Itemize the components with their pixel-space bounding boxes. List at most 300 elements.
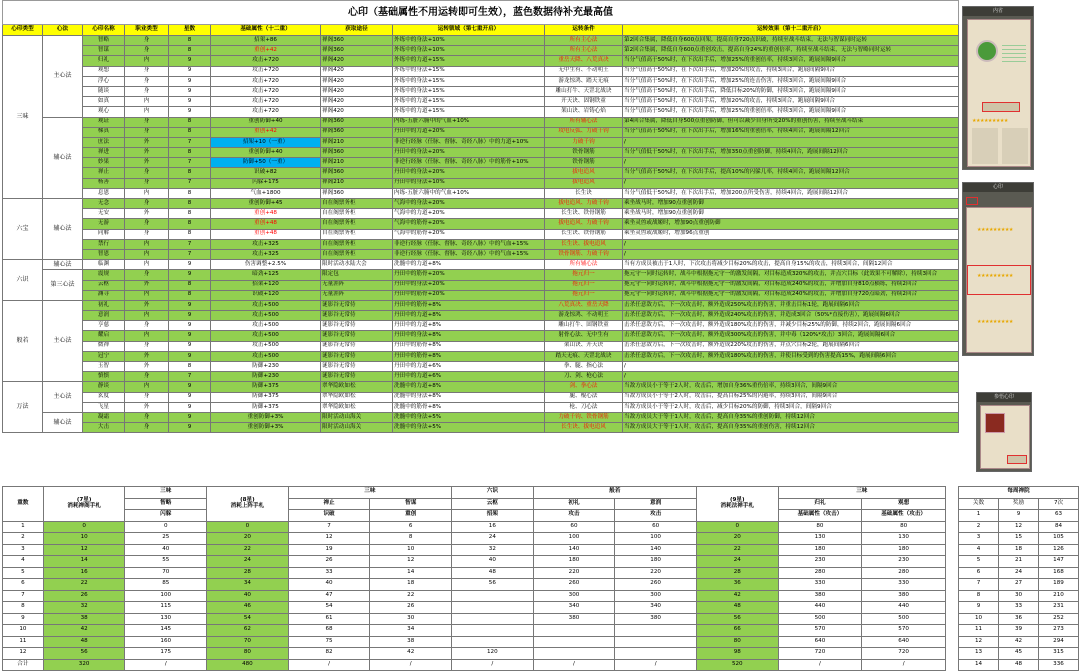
cost-cell: 24 — [696, 556, 778, 568]
base-attr-cell: 防御+230 — [211, 362, 321, 372]
effect-cell: / — [623, 137, 959, 147]
cost-cell: 8 — [3, 602, 44, 614]
source-cell: 禅阁360 — [321, 168, 393, 178]
job-cell: 身 — [125, 117, 169, 127]
base-attr-cell: 攻击+500 — [211, 341, 321, 351]
source-cell: 限时活动水陆大会 — [321, 260, 393, 270]
job-cell: 外 — [125, 351, 169, 361]
star-cell: 9 — [169, 412, 211, 422]
cost-cell: 60 — [533, 521, 615, 533]
base-attr-cell: 重创防御+3% — [211, 412, 321, 422]
job-cell: 身 — [125, 86, 169, 96]
cost-cell — [533, 636, 615, 648]
base-attr-cell: 攻击+720 — [211, 66, 321, 76]
cost-cell: 10 — [43, 533, 125, 545]
lock-cell: 外练中的身法+15% — [393, 76, 545, 86]
lock-cell: 丹田中的力道+6% — [393, 372, 545, 382]
xinyin-row — [3, 270, 959, 280]
cost-cell: 180 — [862, 544, 946, 556]
game-screenshot-canwu — [976, 392, 1032, 472]
weekly-cell: 14 — [959, 659, 999, 671]
weekly-cell: 84 — [1039, 521, 1079, 533]
cost-cell: 36 — [696, 579, 778, 591]
effect-cell: 当分气值高于50%时，在下次出手后，增加16%的重创倍率，持续4回合，跑展间隔12回合 — [623, 127, 959, 137]
cost-cell: / — [125, 659, 207, 671]
star-cell: 7 — [169, 178, 211, 188]
cost-cell: 80 — [778, 521, 862, 533]
cost-cell: 80 — [207, 648, 289, 660]
cost-cell: 440 — [778, 602, 862, 614]
weekly-cell: 189 — [1039, 579, 1079, 591]
cost-cell: 28 — [207, 567, 289, 579]
col-zhimou: 智谋 — [370, 498, 452, 510]
weekly-row — [959, 659, 1079, 671]
base-attr-cell: 重创防御+40 — [211, 148, 321, 158]
job-cell: 身 — [125, 270, 169, 280]
base-attr-cell: 气血+1800 — [211, 188, 321, 198]
weekly-title: 每周禅院 — [959, 487, 1079, 499]
page-title: 心印（基础属性不用运转即可生效），蓝色数据待补充最高值 — [3, 1, 959, 25]
weekly-row — [959, 590, 1079, 602]
base-attr-cell: 重创+48 — [211, 219, 321, 229]
cost-cell: / — [862, 659, 946, 671]
xinyin-row — [3, 311, 959, 321]
equip-button[interactable] — [982, 102, 1020, 112]
cost-row — [3, 521, 946, 533]
cost-row — [3, 648, 946, 660]
star-cell: 7 — [169, 249, 211, 259]
source-cell: 谜影谷无常侍 — [321, 362, 393, 372]
lock-cell: 丹田中的力道+8% — [393, 321, 545, 331]
source-cell: 自在阁票务柜 — [321, 249, 393, 259]
weekly-cell: 12 — [999, 521, 1039, 533]
effect-cell: 当有方成员被击于1人时，下次攻击将减少目标20%的攻击，提高自身15%的攻击，持续3回合，间隔12回合 — [623, 260, 959, 270]
job-cell: 外 — [125, 137, 169, 147]
cost-cell: 42 — [696, 590, 778, 602]
source-cell: 禅阁210 — [321, 158, 393, 168]
weekly-cell: 168 — [1039, 567, 1079, 579]
weekly-cell: 36 — [999, 613, 1039, 625]
lock-cell: 丹田中的筋骨+20% — [393, 290, 545, 300]
weekly-row — [959, 602, 1079, 614]
effect-cell: 乘坐战马时，增加90点重创防御 — [623, 199, 959, 209]
weekly-cell: 147 — [1039, 556, 1079, 568]
name-cell: 禁行 — [83, 239, 125, 249]
cost-cell: 6 — [3, 579, 44, 591]
highlight-item[interactable] — [967, 265, 1031, 295]
cost-cell: 140 — [615, 544, 697, 556]
name-cell: 妙果 — [83, 158, 125, 168]
xinyin-row — [3, 341, 959, 351]
cost-cell: 0 — [125, 521, 207, 533]
cost-cell: 9 — [3, 613, 44, 625]
source-cell: 禅阁360 — [321, 46, 393, 56]
cost-row — [3, 602, 946, 614]
cost-cell: 130 — [862, 533, 946, 545]
condition-cell: 刀、剑、枪心法 — [545, 372, 623, 382]
condition-cell: 拔电追风、力破千钧 — [545, 199, 623, 209]
source-cell: 禅阁420 — [321, 66, 393, 76]
condition-cell: 铁骨钢筋 — [545, 148, 623, 158]
cost-cell: 260 — [533, 579, 615, 591]
name-cell: 云枢 — [83, 280, 125, 290]
cost-cell: 10 — [3, 625, 44, 637]
base-attr-cell: 伤害调整+2.5% — [211, 260, 321, 270]
source-cell: 禅阁360 — [321, 36, 393, 46]
cost-cell: 7 — [3, 590, 44, 602]
condition-cell: 重岳天降、八荒真决 — [545, 56, 623, 66]
cost-cell: 11 — [3, 636, 44, 648]
cost-cell: / — [778, 659, 862, 671]
lock-cell: 内练-五脏六腑中的气血+10% — [393, 117, 545, 127]
xinyin-row — [3, 117, 959, 127]
weekly-cell: 63 — [1039, 510, 1079, 522]
condition-cell: 拔电追风、力破千钧 — [545, 219, 623, 229]
cost-cell — [615, 636, 697, 648]
job-cell: 身 — [125, 66, 169, 76]
condition-cell: 剑、拳心法 — [545, 382, 623, 392]
cost-cell: 40 — [125, 544, 207, 556]
lock-cell: 丹田中的身法+10% — [393, 178, 545, 188]
lock-cell: 外练中的力道+15% — [393, 107, 545, 117]
cost-cell: / — [370, 659, 452, 671]
xinyin-row — [3, 290, 959, 300]
weekly-cell: 6 — [959, 567, 999, 579]
cost-row — [3, 590, 946, 602]
xinyin-row — [3, 219, 959, 229]
xinyin-row — [3, 362, 959, 372]
cost-cell: 340 — [533, 602, 615, 614]
header-cell: 基础属性（十二重） — [211, 25, 321, 36]
cost-cell: 130 — [778, 533, 862, 545]
name-cell: 无念 — [83, 199, 125, 209]
job-cell: 身 — [125, 219, 169, 229]
cost-cell: 12 — [3, 648, 44, 660]
eight-star-header: (8星) 消耗上阵手札 — [207, 487, 289, 522]
star-cell: 8 — [169, 117, 211, 127]
cost-cell: 47 — [288, 590, 370, 602]
cost-cell: 48 — [452, 567, 534, 579]
name-cell: 浮心 — [83, 76, 125, 86]
cost-cell: 300 — [615, 590, 697, 602]
base-attr-cell: 招架+86 — [211, 36, 321, 46]
lock-cell: 非逆行经脉（任脉、督脉、奇经八脉）中的筋骨+10% — [393, 158, 545, 168]
cost-cell: 120 — [452, 648, 534, 660]
star-cell: 9 — [169, 351, 211, 361]
lock-cell: 外练中的身法+15% — [393, 66, 545, 76]
weekly-row — [959, 636, 1079, 648]
job-cell: 内 — [125, 239, 169, 249]
xinyin-row — [3, 36, 959, 46]
name-cell: 无安 — [83, 209, 125, 219]
cost-cell: 46 — [207, 602, 289, 614]
cost-cell: 24 — [207, 556, 289, 568]
xinyin-row — [3, 423, 959, 433]
effect-cell: 拖元守一同时运转时，战斗中根据拖元守一的激发间隔，对目标造成320%的攻击，并点穴目标（此效果不可解除），持续3回合 — [623, 270, 959, 280]
cost-row — [3, 544, 946, 556]
lock-cell: 外练中的身法+15% — [393, 86, 545, 96]
lock-cell: 洗髓中的身法+8% — [393, 392, 545, 402]
condition-cell: 踏天无痕、天罡北战诀 — [545, 351, 623, 361]
star-cell: 8 — [169, 46, 211, 56]
base-attr-cell: 防御+375 — [211, 392, 321, 402]
cost-cell: 180 — [533, 556, 615, 568]
source-cell: 谜影谷无常侍 — [321, 341, 393, 351]
name-cell: 观心 — [83, 107, 125, 117]
name-cell: 微禅 — [83, 341, 125, 351]
col-guili: 归礼 — [778, 498, 862, 510]
base-attr-cell: 攻击+500 — [211, 311, 321, 321]
condition-cell: 所有主心法 — [545, 36, 623, 46]
xinfa-cell: 主心法 — [43, 36, 83, 118]
xinyin-row — [3, 56, 959, 66]
highlight-tab — [966, 197, 978, 205]
weekly-cell: 273 — [1039, 625, 1079, 637]
source-cell: 谜影谷无常侍 — [321, 331, 393, 341]
cost-cell: 570 — [862, 625, 946, 637]
sub-base-2: 基础属性（攻击） — [862, 510, 946, 522]
cost-cell: 100 — [533, 533, 615, 545]
effect-cell: 第2回合集属，降低自身600点回架，提高自身720点识破，持续至战斗结束，无法与智谋同时运转 — [623, 36, 959, 46]
star-cell: 8 — [169, 36, 211, 46]
base-attr-cell: 招架+120 — [211, 280, 321, 290]
weekly-cell: 33 — [999, 602, 1039, 614]
cost-cell: 14 — [43, 556, 125, 568]
star-cell: 9 — [169, 341, 211, 351]
xinfa-cell: 辅心法 — [43, 117, 83, 199]
xinyin-type-cell: 般若 — [3, 300, 43, 382]
base-attr-cell: 攻击+500 — [211, 300, 321, 310]
effect-cell: / — [623, 362, 959, 372]
weekly-cell: 2 — [959, 521, 999, 533]
weekly-cell: 12 — [959, 636, 999, 648]
xinyin-type-cell: 六识 — [3, 260, 43, 301]
weekly-head-times: 7次 — [1039, 498, 1079, 510]
name-cell: 智恩 — [83, 249, 125, 259]
condition-cell: 长生诀、铁骨钢筋 — [545, 229, 623, 239]
cost-cell: 66 — [696, 625, 778, 637]
cost-cell: 230 — [862, 556, 946, 568]
cost-cell: 38 — [370, 636, 452, 648]
lock-cell: 非逆行经脉（任脉、督脉、奇经八脉）中的气血+15% — [393, 239, 545, 249]
cost-cell: 140 — [533, 544, 615, 556]
cost-cell: 54 — [288, 602, 370, 614]
job-cell: 身 — [125, 321, 169, 331]
xinyin-type-cell: 万法 — [3, 382, 43, 433]
source-cell: 无量涯阵 — [321, 280, 393, 290]
cost-cell: 500 — [778, 613, 862, 625]
star-cell: 9 — [169, 423, 211, 433]
effect-cell: 击杀任意敌方后，下一次攻击时，额外造成180%攻击的伤害，并使目标受到的伤害提高15%，跑展间隔6回合 — [623, 351, 959, 361]
lock-cell: 丹田中的筋骨+8% — [393, 300, 545, 310]
effect-cell: 当分气值高于50%时，在下次出手后，增加25%的重创倍率，持续3回合，跑展间隔9回合 — [623, 107, 959, 117]
source-cell: 自在阁票务柜 — [321, 199, 393, 209]
source-cell: 禅阁210 — [321, 178, 393, 188]
star-cell: 8 — [169, 199, 211, 209]
lock-cell: 丹田中的身法+20% — [393, 168, 545, 178]
name-cell: 无游 — [83, 219, 125, 229]
xinyin-row — [3, 260, 959, 270]
cost-cell: / — [533, 659, 615, 671]
source-cell: 自在阁票务柜 — [321, 219, 393, 229]
cost-row — [3, 556, 946, 568]
name-cell: 耀启 — [83, 331, 125, 341]
base-attr-cell: 重创+48 — [211, 209, 321, 219]
cost-cell: 280 — [778, 567, 862, 579]
xinyin-type-cell: 三味 — [3, 36, 43, 199]
cost-cell: 380 — [533, 613, 615, 625]
effect-cell: 拖元守一同时运转时，战斗中根据拖元守一的激发间隔，对目标造成240%的攻击，并增加自身810点横练，持续2回合 — [623, 280, 959, 290]
effect-cell: / — [623, 158, 959, 168]
base-attr-cell: 攻击+500 — [211, 331, 321, 341]
xinyin-row — [3, 86, 959, 96]
name-cell: 智略 — [83, 36, 125, 46]
cost-cell: 0 — [43, 521, 125, 533]
source-cell: 翠华隐欧如松 — [321, 382, 393, 392]
base-attr-cell: 攻击+720 — [211, 97, 321, 107]
weekly-cell: 126 — [1039, 544, 1079, 556]
weekly-cell: 231 — [1039, 602, 1079, 614]
cost-cell: 520 — [696, 659, 778, 671]
sub-zhaojia: 招架 — [452, 510, 534, 522]
cost-cell: 38 — [43, 613, 125, 625]
job-cell: 身 — [125, 341, 169, 351]
cost-cell: 180 — [615, 556, 697, 568]
sub-zhongchuang: 重创 — [370, 510, 452, 522]
star-cell: 8 — [169, 229, 211, 239]
xinyin-row — [3, 229, 959, 239]
condition-cell: 铁骨钢筋 — [545, 158, 623, 168]
weekly-cell: 4 — [959, 544, 999, 556]
effect-cell: 当敌方成员大于等于1人时，攻击后，提高自身35%的重创伤害，持续12回合 — [623, 423, 959, 433]
lock-cell: 气海中的筋骨+20% — [393, 229, 545, 239]
liushi-header: 六识 — [452, 487, 534, 499]
name-cell: 渊寻 — [83, 290, 125, 300]
sub-shipo: 识破 — [288, 510, 370, 522]
cost-cell — [615, 625, 697, 637]
cost-cell: 300 — [533, 590, 615, 602]
lock-cell: 洗髓中的筋骨+8% — [393, 402, 545, 412]
base-attr-cell: 防御+375 — [211, 402, 321, 412]
name-cell: 静谈 — [83, 382, 125, 392]
col-yirun: 意润 — [615, 498, 697, 510]
banruo-header: 般若 — [533, 487, 696, 499]
base-attr-cell: 重创+42 — [211, 46, 321, 56]
job-cell: 身 — [125, 412, 169, 422]
source-cell: 禅阁420 — [321, 107, 393, 117]
xinyin-row — [3, 97, 959, 107]
weekly-cell: 7 — [959, 579, 999, 591]
star-cell: 9 — [169, 66, 211, 76]
xinyin-row — [3, 158, 959, 168]
job-cell: 身 — [125, 46, 169, 56]
lock-cell: 丹田中的力道+6% — [393, 362, 545, 372]
condition-cell: 长生诀、拔电追风 — [545, 423, 623, 433]
effect-cell: 当分气值高于50%时，在下次出手后，降低目标20%的防御，持续3回合，跑展间隔9回合 — [623, 86, 959, 96]
source-cell: 禅阁210 — [321, 137, 393, 147]
xinfa-cell: 辅心法 — [43, 412, 83, 432]
cost-cell: 640 — [862, 636, 946, 648]
header-cell: 运转条件 — [545, 25, 623, 36]
weekly-cell: 30 — [999, 590, 1039, 602]
source-cell: 限定包 — [321, 270, 393, 280]
effect-cell: 击杀任意敌方后，下一次攻击时，额外造成220%攻击的伤害，并点穴目标2轮，跑展间隔6回合 — [623, 341, 959, 351]
xinyin-row — [3, 76, 959, 86]
cost-cell: 22 — [207, 544, 289, 556]
base-attr-cell: 攻击+720 — [211, 86, 321, 96]
weekly-cell: 9 — [999, 510, 1039, 522]
source-cell: 禅阁420 — [321, 56, 393, 66]
name-cell: 息恩 — [83, 188, 125, 198]
cost-cell: 26 — [43, 590, 125, 602]
canwu-button[interactable] — [1007, 455, 1027, 464]
star-cell: 8 — [169, 362, 211, 372]
job-cell: 外 — [125, 209, 169, 219]
weekly-cell: 315 — [1039, 648, 1079, 660]
shot-b-title: 心印 — [963, 183, 1033, 192]
header-cell: 心印名称 — [83, 25, 125, 36]
cost-cell — [615, 648, 697, 660]
name-cell: 慎慎 — [83, 372, 125, 382]
xinyin-row — [3, 148, 959, 158]
cost-cell: 19 — [288, 544, 370, 556]
weekly-cell: 18 — [999, 544, 1039, 556]
cost-cell: 32 — [452, 544, 534, 556]
cost-row — [3, 579, 946, 591]
effect-cell: 当敌方成员大于等于1人时，攻击后，提高自身35%的重创防御，持续12回合 — [623, 412, 959, 422]
cost-cell: 12 — [43, 544, 125, 556]
job-cell: 内 — [125, 249, 169, 259]
cost-cell: 26 — [370, 602, 452, 614]
weekly-cell: 210 — [1039, 590, 1079, 602]
condition-cell: 拖元归一 — [545, 280, 623, 290]
condition-cell: 所有辅心法 — [545, 117, 623, 127]
job-cell: 内 — [125, 331, 169, 341]
xinyin-type-cell: 六宝 — [3, 199, 43, 260]
effect-cell: / — [623, 239, 959, 249]
cost-cell: 16 — [452, 521, 534, 533]
star-rating-2: ★★★★★★★★★ — [977, 227, 1013, 233]
cost-cell: 24 — [452, 533, 534, 545]
game-screenshot-xinyin — [962, 182, 1034, 356]
cost-row — [3, 636, 946, 648]
name-cell: 梯真 — [83, 127, 125, 137]
cost-cell: 26 — [288, 556, 370, 568]
base-attr-cell: 防御+375 — [211, 382, 321, 392]
name-cell: 庶法 — [83, 137, 125, 147]
cost-cell — [452, 625, 534, 637]
name-cell: 禅进 — [83, 148, 125, 158]
cost-cell: 16 — [43, 567, 125, 579]
cost-cell: 33 — [288, 567, 370, 579]
nine-star-header: (9星) 消耗法禅手札 — [696, 487, 778, 522]
sanwei-9-header: 三味 — [778, 487, 945, 499]
xinyin-row — [3, 249, 959, 259]
weekly-row — [959, 567, 1079, 579]
condition-cell: 力破千钧、铁骨钢筋 — [545, 412, 623, 422]
cost-cell: 40 — [288, 579, 370, 591]
source-cell: 禅阁360 — [321, 117, 393, 127]
condition-cell: 游龙惊鸿、踏天无痕 — [545, 76, 623, 86]
cost-cell: 56 — [43, 648, 125, 660]
star-cell: 9 — [169, 270, 211, 280]
star-cell: 9 — [169, 331, 211, 341]
col-yunshu: 云枢 — [452, 498, 534, 510]
cost-cell: 61 — [288, 613, 370, 625]
cost-cell: 0 — [207, 521, 289, 533]
weekly-cell: 8 — [959, 590, 999, 602]
cost-cell: 330 — [778, 579, 862, 591]
